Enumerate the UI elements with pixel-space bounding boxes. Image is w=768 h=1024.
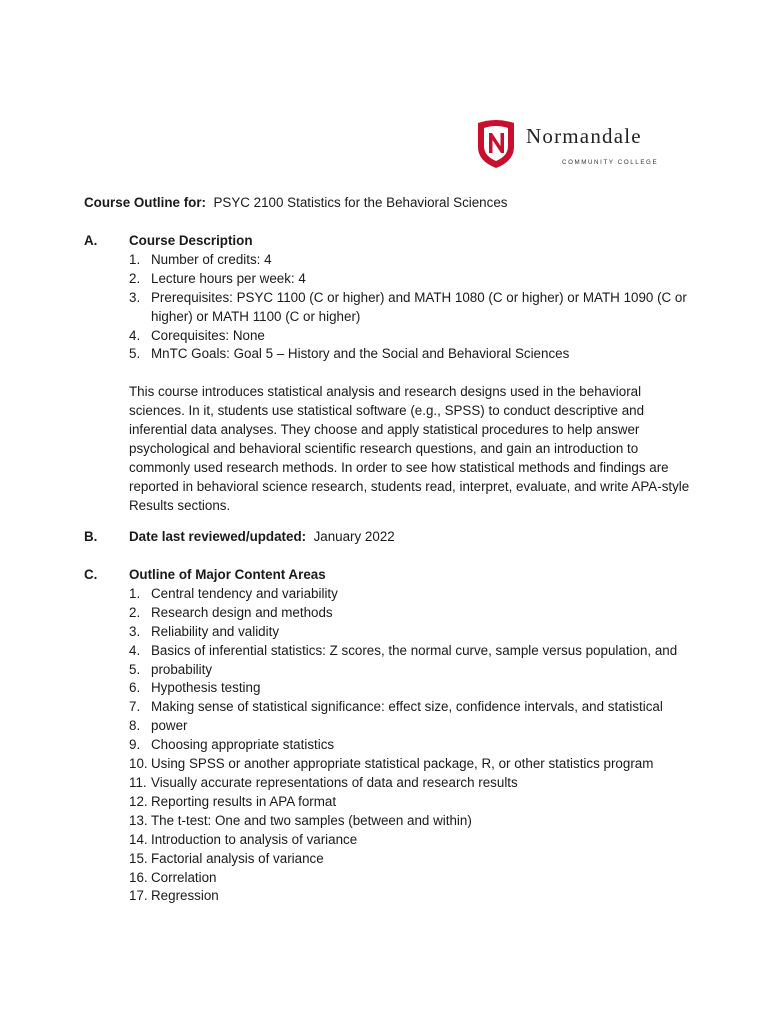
section-a [84, 232, 694, 516]
list-item-text: probability [151, 661, 213, 677]
list-item-number: 2. [129, 604, 141, 620]
list-item [129, 755, 699, 774]
list-item-number: 3. [129, 289, 141, 305]
list-item [129, 887, 699, 906]
course-title-value: PSYC 2100 Statistics for the Behavioral Sciences [213, 195, 508, 210]
list-item-text: Prerequisites: PSYC 1100 (C or higher) and MATH 1080 (C or higher) or MATH 1090 (C or higher) or MATH 1100 (C or higher) [151, 289, 687, 324]
college-logo [474, 117, 684, 169]
list-item-number: 12. [129, 793, 148, 809]
shield-icon [474, 117, 518, 169]
list-item-number: 5. [129, 346, 141, 362]
content-areas-list [129, 585, 699, 906]
list-item-number: 7. [129, 699, 141, 715]
list-item-text: Factorial analysis of variance [151, 850, 324, 866]
list-item [129, 604, 699, 623]
list-item-number: 4. [129, 327, 141, 343]
list-item-text: Hypothesis testing [151, 680, 261, 696]
college-subtitle: COMMUNITY COLLEGE [562, 159, 659, 166]
list-item-number: 14. [129, 831, 148, 847]
list-item-text: Choosing appropriate statistics [151, 737, 335, 753]
list-item [129, 251, 699, 270]
list-item [129, 812, 699, 831]
section-a-letter: A. [84, 233, 98, 248]
section-c [84, 566, 694, 906]
list-item-text: MnTC Goals: Goal 5 – History and the Social and Behavioral Sciences [151, 346, 570, 362]
list-item-text: Number of credits: 4 [151, 251, 272, 267]
date-reviewed-value: January 2022 [313, 529, 395, 544]
list-item-number: 13. [129, 812, 148, 828]
list-item [129, 717, 699, 736]
list-item-text: The t-test: One and two samples (between and within) [151, 812, 472, 828]
list-item-text: Central tendency and variability [151, 585, 338, 601]
list-item-text: Correlation [151, 869, 217, 885]
course-title [84, 194, 507, 213]
list-item-text: Reliability and validity [151, 623, 280, 639]
list-item-text: Introduction to analysis of variance [151, 831, 358, 847]
college-name: Normandale [526, 124, 642, 148]
list-item [129, 289, 699, 327]
list-item-number: 16. [129, 869, 148, 885]
list-item-text: Regression [151, 888, 219, 904]
list-item [129, 869, 699, 888]
list-item-text: power [151, 718, 188, 734]
list-item-text: Reporting results in APA format [151, 793, 337, 809]
list-item [129, 623, 699, 642]
list-item [129, 793, 699, 812]
list-item-number: 15. [129, 850, 148, 866]
section-a-heading: Course Description [129, 233, 253, 248]
section-b [84, 528, 694, 547]
list-item-number: 6. [129, 680, 141, 696]
list-item-text: Making sense of statistical significance: effect size, confidence intervals, and statistical [151, 699, 663, 715]
list-item-number: 17. [129, 888, 148, 904]
list-item-number: 8. [129, 718, 141, 734]
list-item [129, 736, 699, 755]
list-item [129, 661, 699, 680]
list-item [129, 327, 699, 346]
date-reviewed [129, 528, 694, 547]
list-item-number: 11. [129, 774, 147, 790]
list-item-text: Using SPSS or another appropriate statistical package, R, or other statistics program [151, 756, 654, 772]
list-item [129, 698, 699, 717]
list-item [129, 270, 699, 289]
list-item [129, 642, 699, 661]
list-item-text: Corequisites: None [151, 327, 265, 343]
list-item-number: 1. [129, 585, 141, 601]
list-item [129, 831, 699, 850]
list-item-number: 2. [129, 270, 141, 286]
course-description-paragraph: This course introduces statistical analysis and research designs used in the behavioral sciences. In it, students use statistical software (e.g., SPSS) to conduct descriptive and inferential data analyses. They choose and apply statistical procedures to help answer psychological and behavioral scientific research questions, and gain an introduction to commonly used research methods. In order to see how statistical methods and findings are reported in behavioral science research, students read, interpret, evaluate, and write APA-style Results sections. [129, 384, 690, 513]
course-description-list [129, 251, 699, 364]
course-title-label: Course Outline for: [84, 195, 207, 210]
section-b-letter: B. [84, 529, 98, 544]
list-item-text: Basics of inferential statistics: Z scores, the normal curve, sample versus population, and [151, 642, 678, 658]
section-c-letter: C. [84, 567, 98, 582]
section-c-heading: Outline of Major Content Areas [129, 567, 326, 582]
date-reviewed-label: Date last reviewed/updated: [129, 529, 307, 544]
list-item [129, 585, 699, 604]
list-item-text: Visually accurate representations of data and research results [151, 774, 518, 790]
list-item-number: 5. [129, 661, 141, 677]
list-item-text: Research design and methods [151, 604, 333, 620]
list-item-number: 9. [129, 737, 141, 753]
list-item-number: 3. [129, 623, 141, 639]
list-item-number: 4. [129, 642, 141, 658]
list-item-number: 10. [129, 756, 148, 772]
list-item-text: Lecture hours per week: 4 [151, 270, 306, 286]
list-item [129, 679, 699, 698]
list-item-number: 1. [129, 251, 141, 267]
list-item [129, 850, 699, 869]
list-item [129, 345, 699, 364]
list-item [129, 774, 699, 793]
